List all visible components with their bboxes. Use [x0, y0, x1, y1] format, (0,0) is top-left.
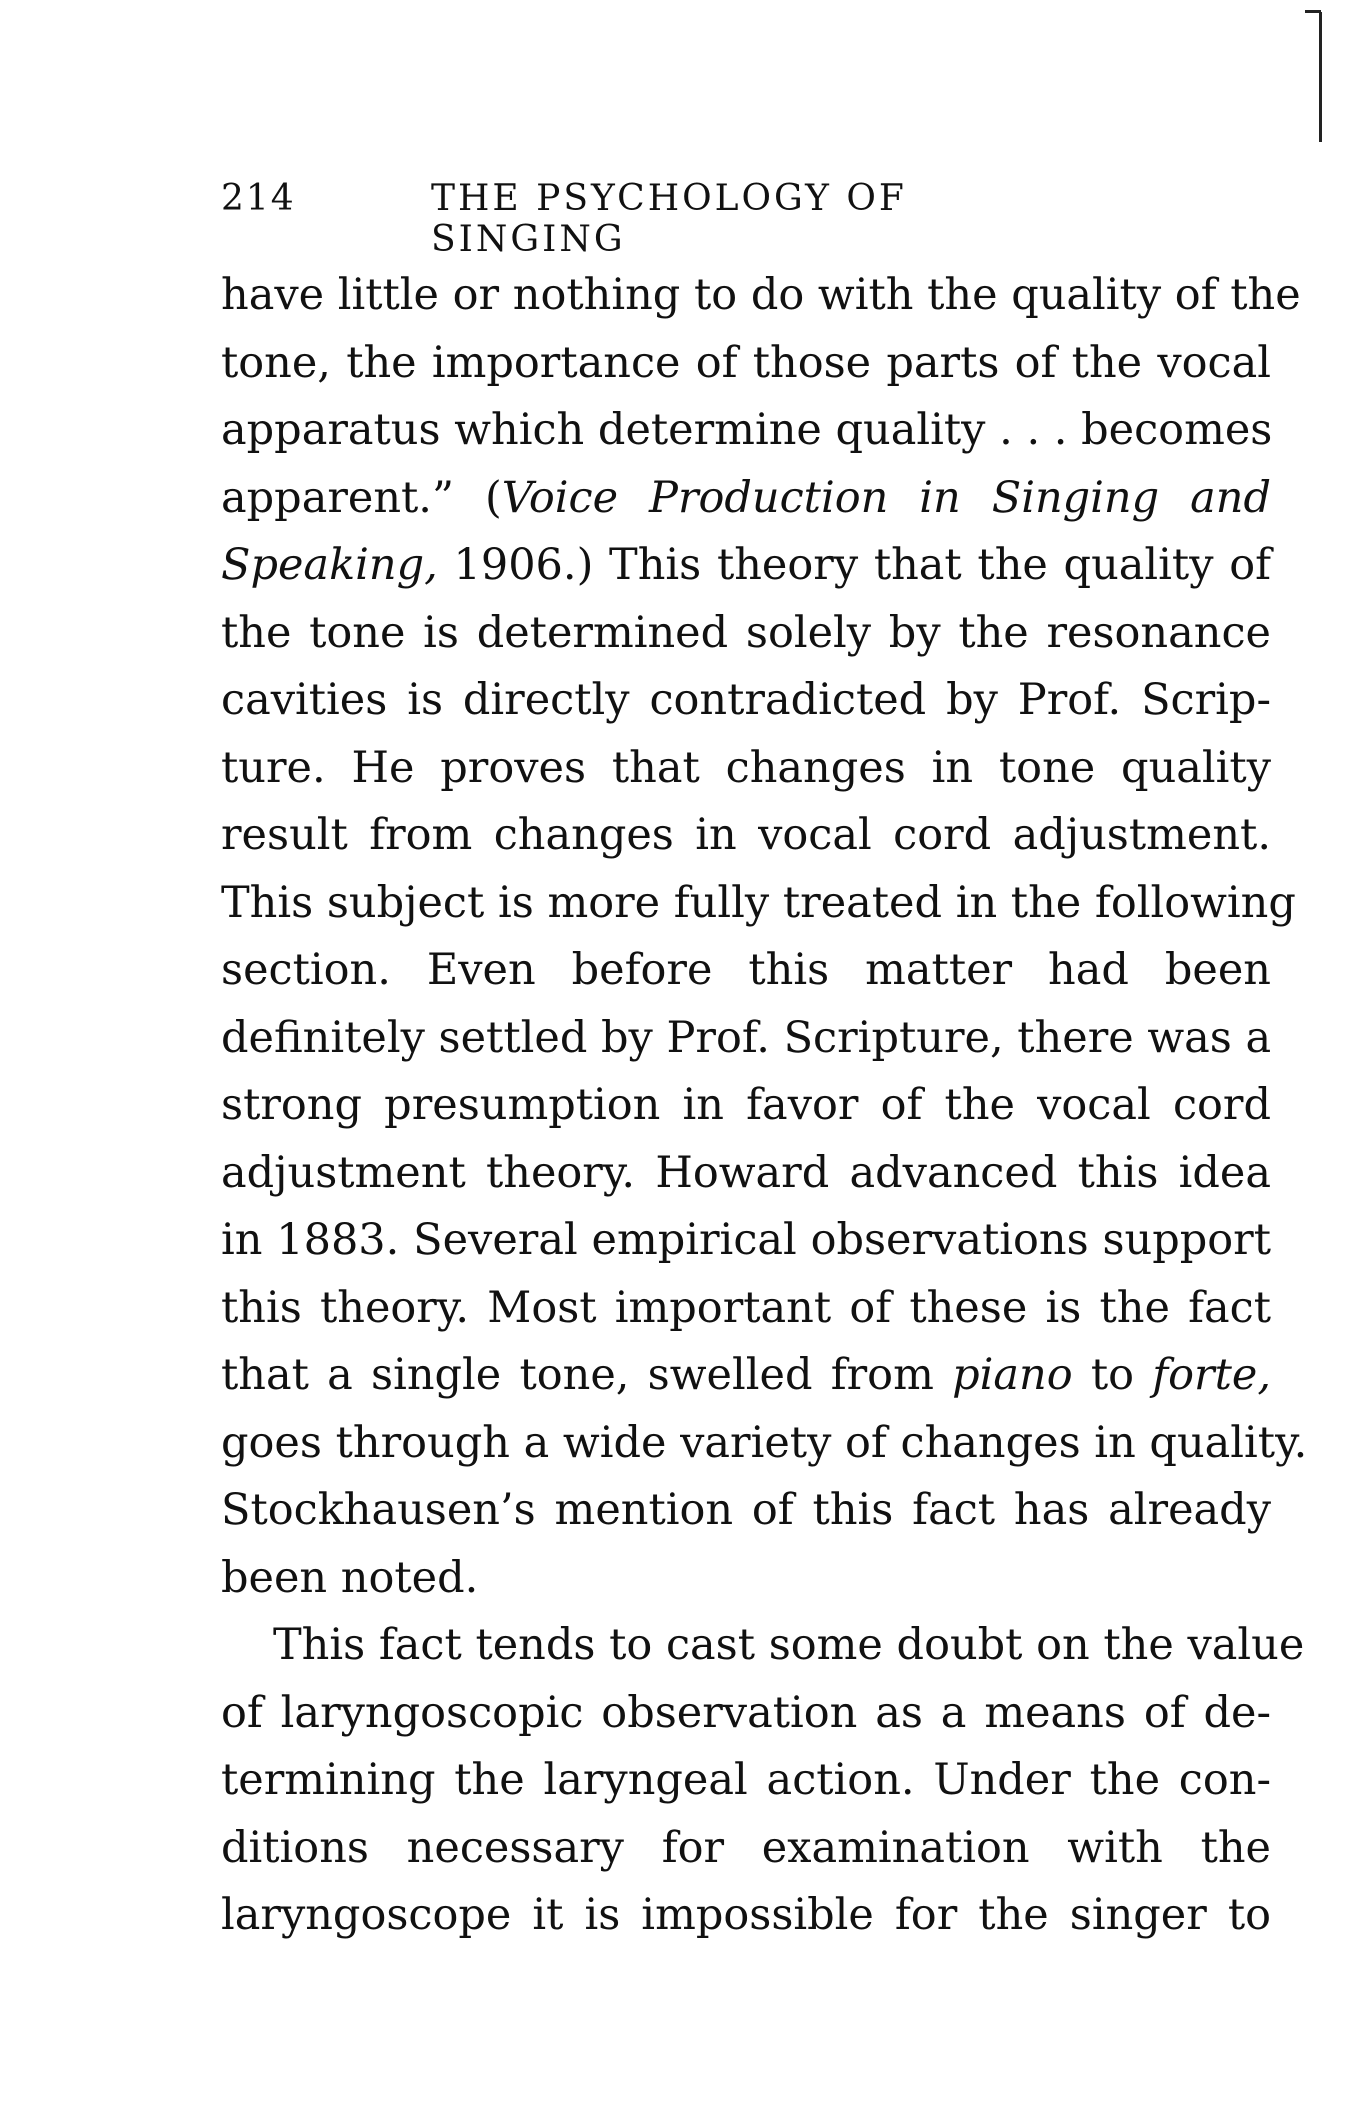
paragraph	[221, 1612, 1305, 1950]
text-segment: apparent.” (	[221, 472, 502, 523]
italic-text: forte,	[1152, 1350, 1271, 1400]
text-line	[221, 1005, 1271, 1073]
text-line	[221, 330, 1271, 398]
text-segment: goes through a wide variety of changes in quality.	[221, 1417, 1308, 1468]
text-segment: to	[1072, 1350, 1153, 1400]
text-line	[221, 802, 1271, 870]
text-segment: in 1883. Several empirical observations support	[221, 1215, 1271, 1265]
text-segment: This subject is more fully treated in the following	[221, 877, 1296, 928]
text-segment: of laryngoscopic observation as a means of de-	[221, 1687, 1271, 1738]
text-line	[221, 1072, 1271, 1140]
italic-text: Speaking,	[221, 540, 438, 590]
text-segment: that a single tone, swelled from	[221, 1350, 953, 1400]
italic-text: Voice Production in Singing and	[501, 472, 1271, 523]
text-segment: have little or nothing to do with the quality of the	[221, 270, 1301, 320]
text-line	[221, 1882, 1271, 1950]
text-segment: ditions necessary for examination with the	[221, 1822, 1271, 1873]
text-segment: cavities is directly contradicted by Prof. Scrip-	[221, 675, 1271, 725]
text-line	[221, 1680, 1271, 1748]
text-segment: apparatus which determine quality . . . becomes	[221, 405, 1273, 455]
text-line	[221, 397, 1271, 465]
text-line	[221, 667, 1271, 735]
text-line	[221, 1342, 1271, 1410]
text-segment: laryngoscope it is impossible for the singer to	[221, 1890, 1271, 1940]
running-title: THE PSYCHOLOGY OF SINGING	[431, 178, 907, 260]
text-line	[221, 532, 1271, 600]
text-line	[221, 1140, 1271, 1208]
text-line	[221, 735, 1271, 803]
text-segment: ture. He proves that changes in tone quality	[221, 742, 1271, 793]
text-line	[221, 1477, 1271, 1545]
text-line	[221, 465, 1271, 533]
text-line	[221, 1612, 1305, 1680]
page-edge-mark	[1319, 12, 1322, 142]
running-head	[221, 178, 1061, 260]
text-line	[221, 1747, 1271, 1815]
text-line	[221, 600, 1271, 668]
text-segment: definitely settled by Prof. Scripture, there was a	[221, 1012, 1272, 1063]
body-text	[221, 262, 1308, 1950]
text-line	[221, 1207, 1271, 1275]
text-line	[221, 1410, 1308, 1478]
text-segment: the tone is determined solely by the resonance	[221, 607, 1271, 658]
text-segment: 1906.) This theory that the quality of	[437, 540, 1271, 590]
text-segment: section. Even before this matter had been	[221, 945, 1271, 995]
paragraph	[221, 262, 1308, 1612]
italic-text: piano	[952, 1350, 1073, 1400]
text-segment: result from changes in vocal cord adjustment.	[221, 810, 1271, 860]
text-segment: This fact tends to cast some doubt on the value	[273, 1620, 1305, 1670]
text-segment: this theory. Most important of these is the fact	[221, 1282, 1271, 1333]
text-segment: tone, the importance of those parts of the vocal	[221, 337, 1271, 388]
page-number: 214	[221, 178, 296, 219]
text-line	[221, 1275, 1271, 1343]
text-line	[221, 937, 1271, 1005]
text-line	[221, 262, 1301, 330]
text-line	[221, 1545, 1271, 1613]
text-line	[221, 870, 1296, 938]
text-segment: termining the laryngeal action. Under the con-	[221, 1755, 1271, 1805]
text-line	[221, 1815, 1271, 1883]
text-segment: strong presumption in favor of the vocal cord	[221, 1080, 1271, 1130]
text-segment: adjustment theory. Howard advanced this idea	[221, 1147, 1271, 1198]
text-segment: been noted.	[221, 1552, 479, 1603]
text-segment: Stockhausen’s mention of this fact has already	[221, 1485, 1271, 1535]
